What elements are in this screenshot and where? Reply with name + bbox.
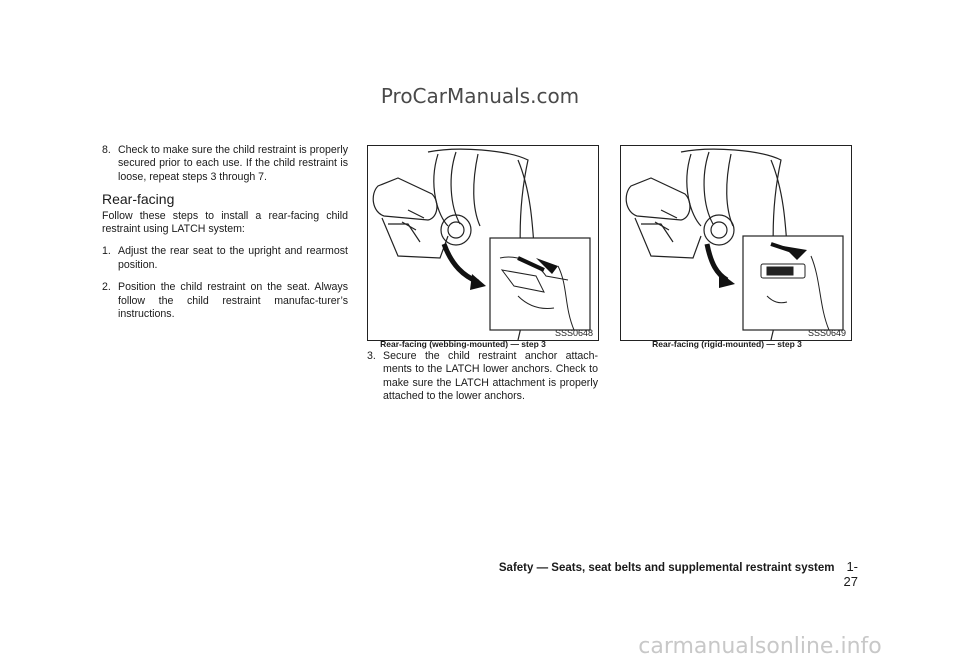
step-number: 1. (102, 245, 111, 258)
intro-paragraph: Follow these steps to install a rear-facing child restraint using LATCH system: (102, 209, 348, 236)
step-text: Adjust the rear seat to the upright and rearmost position. (118, 245, 348, 271)
step-8 (102, 144, 348, 184)
middle-column (367, 350, 598, 413)
figure-webbing-mounted (367, 145, 599, 341)
page-footer (494, 559, 858, 589)
footer-section-title: Safety — Seats, seat belts and supplemental restraint system (498, 562, 835, 574)
step-number: 8. (102, 144, 111, 156)
step-1 (102, 245, 348, 272)
step-2 (102, 281, 348, 321)
seat-illustration-webbing (368, 146, 598, 340)
figure-rigid-mounted (620, 145, 852, 341)
page-number: 1-27 (843, 559, 858, 589)
watermark-top: ProCarManuals.com (380, 84, 580, 108)
figure-caption: Rear-facing (webbing-mounted) — step 3 (380, 339, 546, 349)
figure-caption: Rear-facing (rigid-mounted) — step 3 (652, 339, 802, 349)
step-3 (367, 350, 598, 404)
section-subheading: Rear-facing (102, 191, 175, 208)
step-text: Position the child restraint on the seat. Always follow the child restraint manufac-turer’s instructions. (118, 281, 348, 321)
step-text: Check to make sure the child restraint is properly secured prior to each use. If the child restraint is loose, repeat steps 3 through 7. (118, 144, 348, 183)
seat-illustration-rigid (621, 146, 851, 340)
step-number: 2. (102, 281, 111, 294)
figure-code: SSS0648 (554, 328, 593, 338)
figure-code: SSS0649 (807, 328, 846, 338)
left-column (102, 144, 348, 330)
step-number: 3. (367, 350, 376, 362)
watermark-bottom: carmanualsonline.info (638, 634, 882, 659)
step-text: Secure the child restraint anchor attach-ments to the LATCH lower anchors. Check to make sure the LATCH attachment is properly attached to the lower anchors. (383, 350, 598, 403)
